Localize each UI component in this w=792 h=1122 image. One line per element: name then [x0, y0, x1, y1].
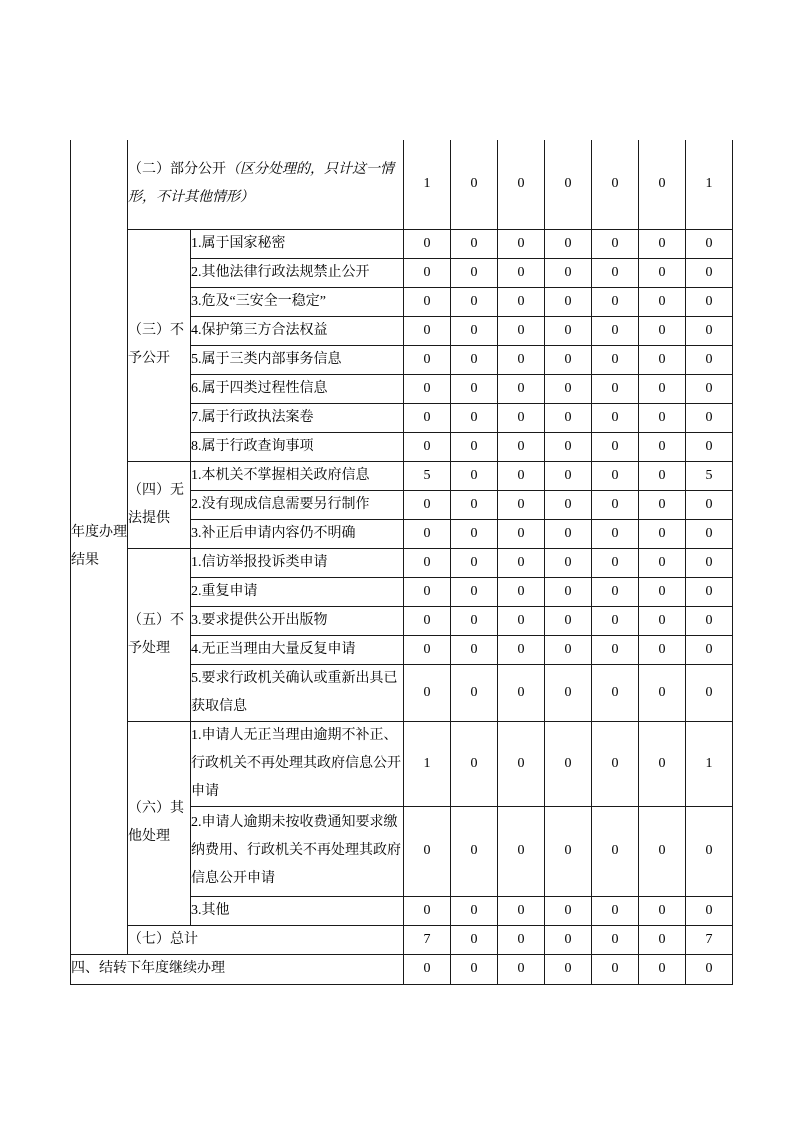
value-cell: 0: [498, 606, 545, 635]
value-cell: 0: [545, 374, 592, 403]
partial-open-label: [128, 140, 404, 229]
value-cell: 0: [639, 258, 686, 287]
value-cell: 0: [404, 287, 451, 316]
table-row: [71, 229, 733, 258]
value-cell: 0: [686, 806, 733, 896]
value-cell: 0: [498, 432, 545, 461]
value-cell: 0: [545, 548, 592, 577]
value-cell: 0: [545, 519, 592, 548]
value-cell: 0: [545, 664, 592, 721]
value-cell: 0: [545, 925, 592, 954]
value-cell: 0: [639, 287, 686, 316]
value-cell: 0: [545, 490, 592, 519]
value-cell: 0: [639, 548, 686, 577]
value-cell: 0: [686, 577, 733, 606]
value-cell: 0: [592, 229, 639, 258]
value-cell: 0: [592, 461, 639, 490]
partial-open-note: （区分处理的，只计这一情形，不计其他情形）: [128, 162, 394, 206]
value-cell: 0: [686, 635, 733, 664]
value-cell: 0: [498, 519, 545, 548]
value-cell: 7: [404, 925, 451, 954]
value-cell: 0: [404, 664, 451, 721]
value-cell: 0: [451, 519, 498, 548]
value-cell: 0: [498, 258, 545, 287]
value-cell: 0: [639, 925, 686, 954]
value-cell: 0: [451, 606, 498, 635]
value-cell: 0: [498, 229, 545, 258]
value-cell: 0: [592, 258, 639, 287]
item-label: 5.要求行政机关确认或重新出具已获取信息: [191, 664, 404, 721]
value-cell: 0: [686, 287, 733, 316]
value-cell: 1: [404, 721, 451, 806]
value-cell: 0: [404, 374, 451, 403]
value-cell: 0: [498, 635, 545, 664]
value-cell: 7: [686, 925, 733, 954]
value-cell: 0: [592, 519, 639, 548]
item-label: 1.信访举报投诉类申请: [191, 548, 404, 577]
section-label-not-processed: （五）不予处理: [128, 548, 191, 721]
value-cell: 0: [498, 664, 545, 721]
value-cell: 0: [545, 229, 592, 258]
section-label-unable-to-provide: （四）无法提供: [128, 461, 191, 548]
value-cell: 0: [639, 432, 686, 461]
table-row: [71, 548, 733, 577]
value-cell: 0: [545, 606, 592, 635]
item-label: 2.申请人逾期未按收费通知要求缴纳费用、行政机关不再处理其政府信息公开申请: [191, 806, 404, 896]
value-cell: 0: [639, 896, 686, 925]
value-cell: 0: [686, 954, 733, 984]
value-cell: 0: [451, 316, 498, 345]
value-cell: 0: [404, 345, 451, 374]
item-label: 1.属于国家秘密: [191, 229, 404, 258]
value-cell: 0: [592, 721, 639, 806]
value-cell: 0: [592, 635, 639, 664]
value-cell: 0: [404, 606, 451, 635]
value-cell: 0: [592, 403, 639, 432]
value-cell: 1: [404, 140, 451, 229]
value-cell: 0: [451, 806, 498, 896]
value-cell: 0: [639, 403, 686, 432]
item-label: 3.补正后申请内容仍不明确: [191, 519, 404, 548]
value-cell: 0: [451, 403, 498, 432]
total-label: （七）总计: [128, 925, 404, 954]
value-cell: 0: [639, 345, 686, 374]
value-cell: 5: [686, 461, 733, 490]
value-cell: 0: [404, 635, 451, 664]
value-cell: 0: [639, 577, 686, 606]
value-cell: 0: [451, 954, 498, 984]
value-cell: 0: [686, 432, 733, 461]
item-label: 7.属于行政执法案卷: [191, 403, 404, 432]
value-cell: 0: [686, 896, 733, 925]
value-cell: 0: [639, 721, 686, 806]
value-cell: 0: [545, 896, 592, 925]
value-cell: 0: [451, 577, 498, 606]
value-cell: 0: [451, 635, 498, 664]
value-cell: 0: [592, 577, 639, 606]
value-cell: 0: [686, 519, 733, 548]
value-cell: 0: [498, 490, 545, 519]
value-cell: 0: [592, 287, 639, 316]
carryover-label: 四、结转下年度继续办理: [71, 954, 404, 984]
value-cell: 5: [404, 461, 451, 490]
value-cell: 0: [451, 664, 498, 721]
value-cell: 0: [592, 896, 639, 925]
value-cell: 0: [545, 140, 592, 229]
value-cell: 0: [639, 229, 686, 258]
value-cell: 0: [451, 925, 498, 954]
value-cell: 0: [592, 664, 639, 721]
partial-open-main: （二）部分公开: [128, 162, 226, 178]
table-row: [71, 461, 733, 490]
row-group-label: 年度办理结果: [71, 140, 128, 954]
value-cell: 0: [639, 806, 686, 896]
value-cell: 0: [451, 461, 498, 490]
value-cell: 0: [404, 316, 451, 345]
value-cell: 0: [498, 577, 545, 606]
item-label: 4.无正当理由大量反复申请: [191, 635, 404, 664]
value-cell: 0: [498, 374, 545, 403]
value-cell: 0: [404, 548, 451, 577]
value-cell: 0: [592, 606, 639, 635]
section-label-not-disclosed: （三）不予公开: [128, 229, 191, 461]
value-cell: 0: [639, 954, 686, 984]
item-label: 3.要求提供公开出版物: [191, 606, 404, 635]
value-cell: 0: [498, 345, 545, 374]
value-cell: 0: [451, 721, 498, 806]
value-cell: 0: [451, 374, 498, 403]
value-cell: 0: [545, 721, 592, 806]
value-cell: 0: [545, 345, 592, 374]
value-cell: 0: [686, 316, 733, 345]
table-row: [71, 721, 733, 806]
value-cell: 0: [498, 316, 545, 345]
table-row: [71, 954, 733, 984]
value-cell: 0: [639, 519, 686, 548]
value-cell: 1: [686, 140, 733, 229]
value-cell: 0: [404, 432, 451, 461]
value-cell: 0: [451, 258, 498, 287]
value-cell: 0: [498, 403, 545, 432]
value-cell: 0: [451, 490, 498, 519]
value-cell: 0: [639, 374, 686, 403]
value-cell: 0: [545, 432, 592, 461]
value-cell: 0: [404, 403, 451, 432]
info-disclosure-results-table: [70, 140, 733, 985]
item-label: 4.保护第三方合法权益: [191, 316, 404, 345]
item-label: 6.属于四类过程性信息: [191, 374, 404, 403]
value-cell: 0: [451, 229, 498, 258]
value-cell: 0: [686, 548, 733, 577]
value-cell: 0: [498, 896, 545, 925]
value-cell: 0: [545, 577, 592, 606]
value-cell: 0: [592, 140, 639, 229]
value-cell: 0: [498, 548, 545, 577]
value-cell: 0: [592, 490, 639, 519]
value-cell: 0: [545, 461, 592, 490]
value-cell: 0: [451, 896, 498, 925]
value-cell: 0: [451, 432, 498, 461]
item-label: 3.其他: [191, 896, 404, 925]
value-cell: 0: [498, 806, 545, 896]
item-label: 5.属于三类内部事务信息: [191, 345, 404, 374]
value-cell: 0: [639, 316, 686, 345]
value-cell: 0: [404, 519, 451, 548]
value-cell: 0: [545, 954, 592, 984]
value-cell: 0: [639, 635, 686, 664]
value-cell: 0: [451, 345, 498, 374]
table-row: [71, 140, 733, 229]
value-cell: 0: [639, 664, 686, 721]
value-cell: 0: [545, 635, 592, 664]
value-cell: 0: [592, 954, 639, 984]
value-cell: 0: [686, 490, 733, 519]
value-cell: 0: [404, 954, 451, 984]
value-cell: 0: [592, 374, 639, 403]
value-cell: 0: [498, 721, 545, 806]
value-cell: 0: [545, 403, 592, 432]
value-cell: 0: [592, 432, 639, 461]
value-cell: 0: [451, 140, 498, 229]
item-label: 1.申请人无正当理由逾期不补正、行政机关不再处理其政府信息公开申请: [191, 721, 404, 806]
section-label-other-handling: （六）其他处理: [128, 721, 191, 925]
item-label: 1.本机关不掌握相关政府信息: [191, 461, 404, 490]
value-cell: 0: [592, 316, 639, 345]
value-cell: 0: [686, 403, 733, 432]
value-cell: 1: [686, 721, 733, 806]
value-cell: 0: [404, 490, 451, 519]
value-cell: 0: [451, 287, 498, 316]
value-cell: 0: [545, 258, 592, 287]
item-label: 8.属于行政查询事项: [191, 432, 404, 461]
value-cell: 0: [545, 316, 592, 345]
value-cell: 0: [592, 925, 639, 954]
item-label: 2.其他法律行政法规禁止公开: [191, 258, 404, 287]
value-cell: 0: [498, 287, 545, 316]
item-label: 3.危及“三安全一稳定”: [191, 287, 404, 316]
value-cell: 0: [404, 896, 451, 925]
value-cell: 0: [545, 287, 592, 316]
value-cell: 0: [686, 606, 733, 635]
value-cell: 0: [592, 548, 639, 577]
item-label: 2.重复申请: [191, 577, 404, 606]
value-cell: 0: [404, 806, 451, 896]
item-label: 2.没有现成信息需要另行制作: [191, 490, 404, 519]
value-cell: 0: [404, 577, 451, 606]
value-cell: 0: [451, 548, 498, 577]
value-cell: 0: [686, 258, 733, 287]
value-cell: 0: [639, 606, 686, 635]
value-cell: 0: [639, 490, 686, 519]
value-cell: 0: [498, 954, 545, 984]
value-cell: 0: [498, 461, 545, 490]
value-cell: 0: [686, 374, 733, 403]
value-cell: 0: [686, 664, 733, 721]
value-cell: 0: [639, 461, 686, 490]
value-cell: 0: [686, 229, 733, 258]
value-cell: 0: [592, 806, 639, 896]
value-cell: 0: [498, 140, 545, 229]
value-cell: 0: [404, 229, 451, 258]
table-row: [71, 925, 733, 954]
value-cell: 0: [639, 140, 686, 229]
value-cell: 0: [592, 345, 639, 374]
value-cell: 0: [545, 806, 592, 896]
value-cell: 0: [404, 258, 451, 287]
value-cell: 0: [686, 345, 733, 374]
value-cell: 0: [498, 925, 545, 954]
